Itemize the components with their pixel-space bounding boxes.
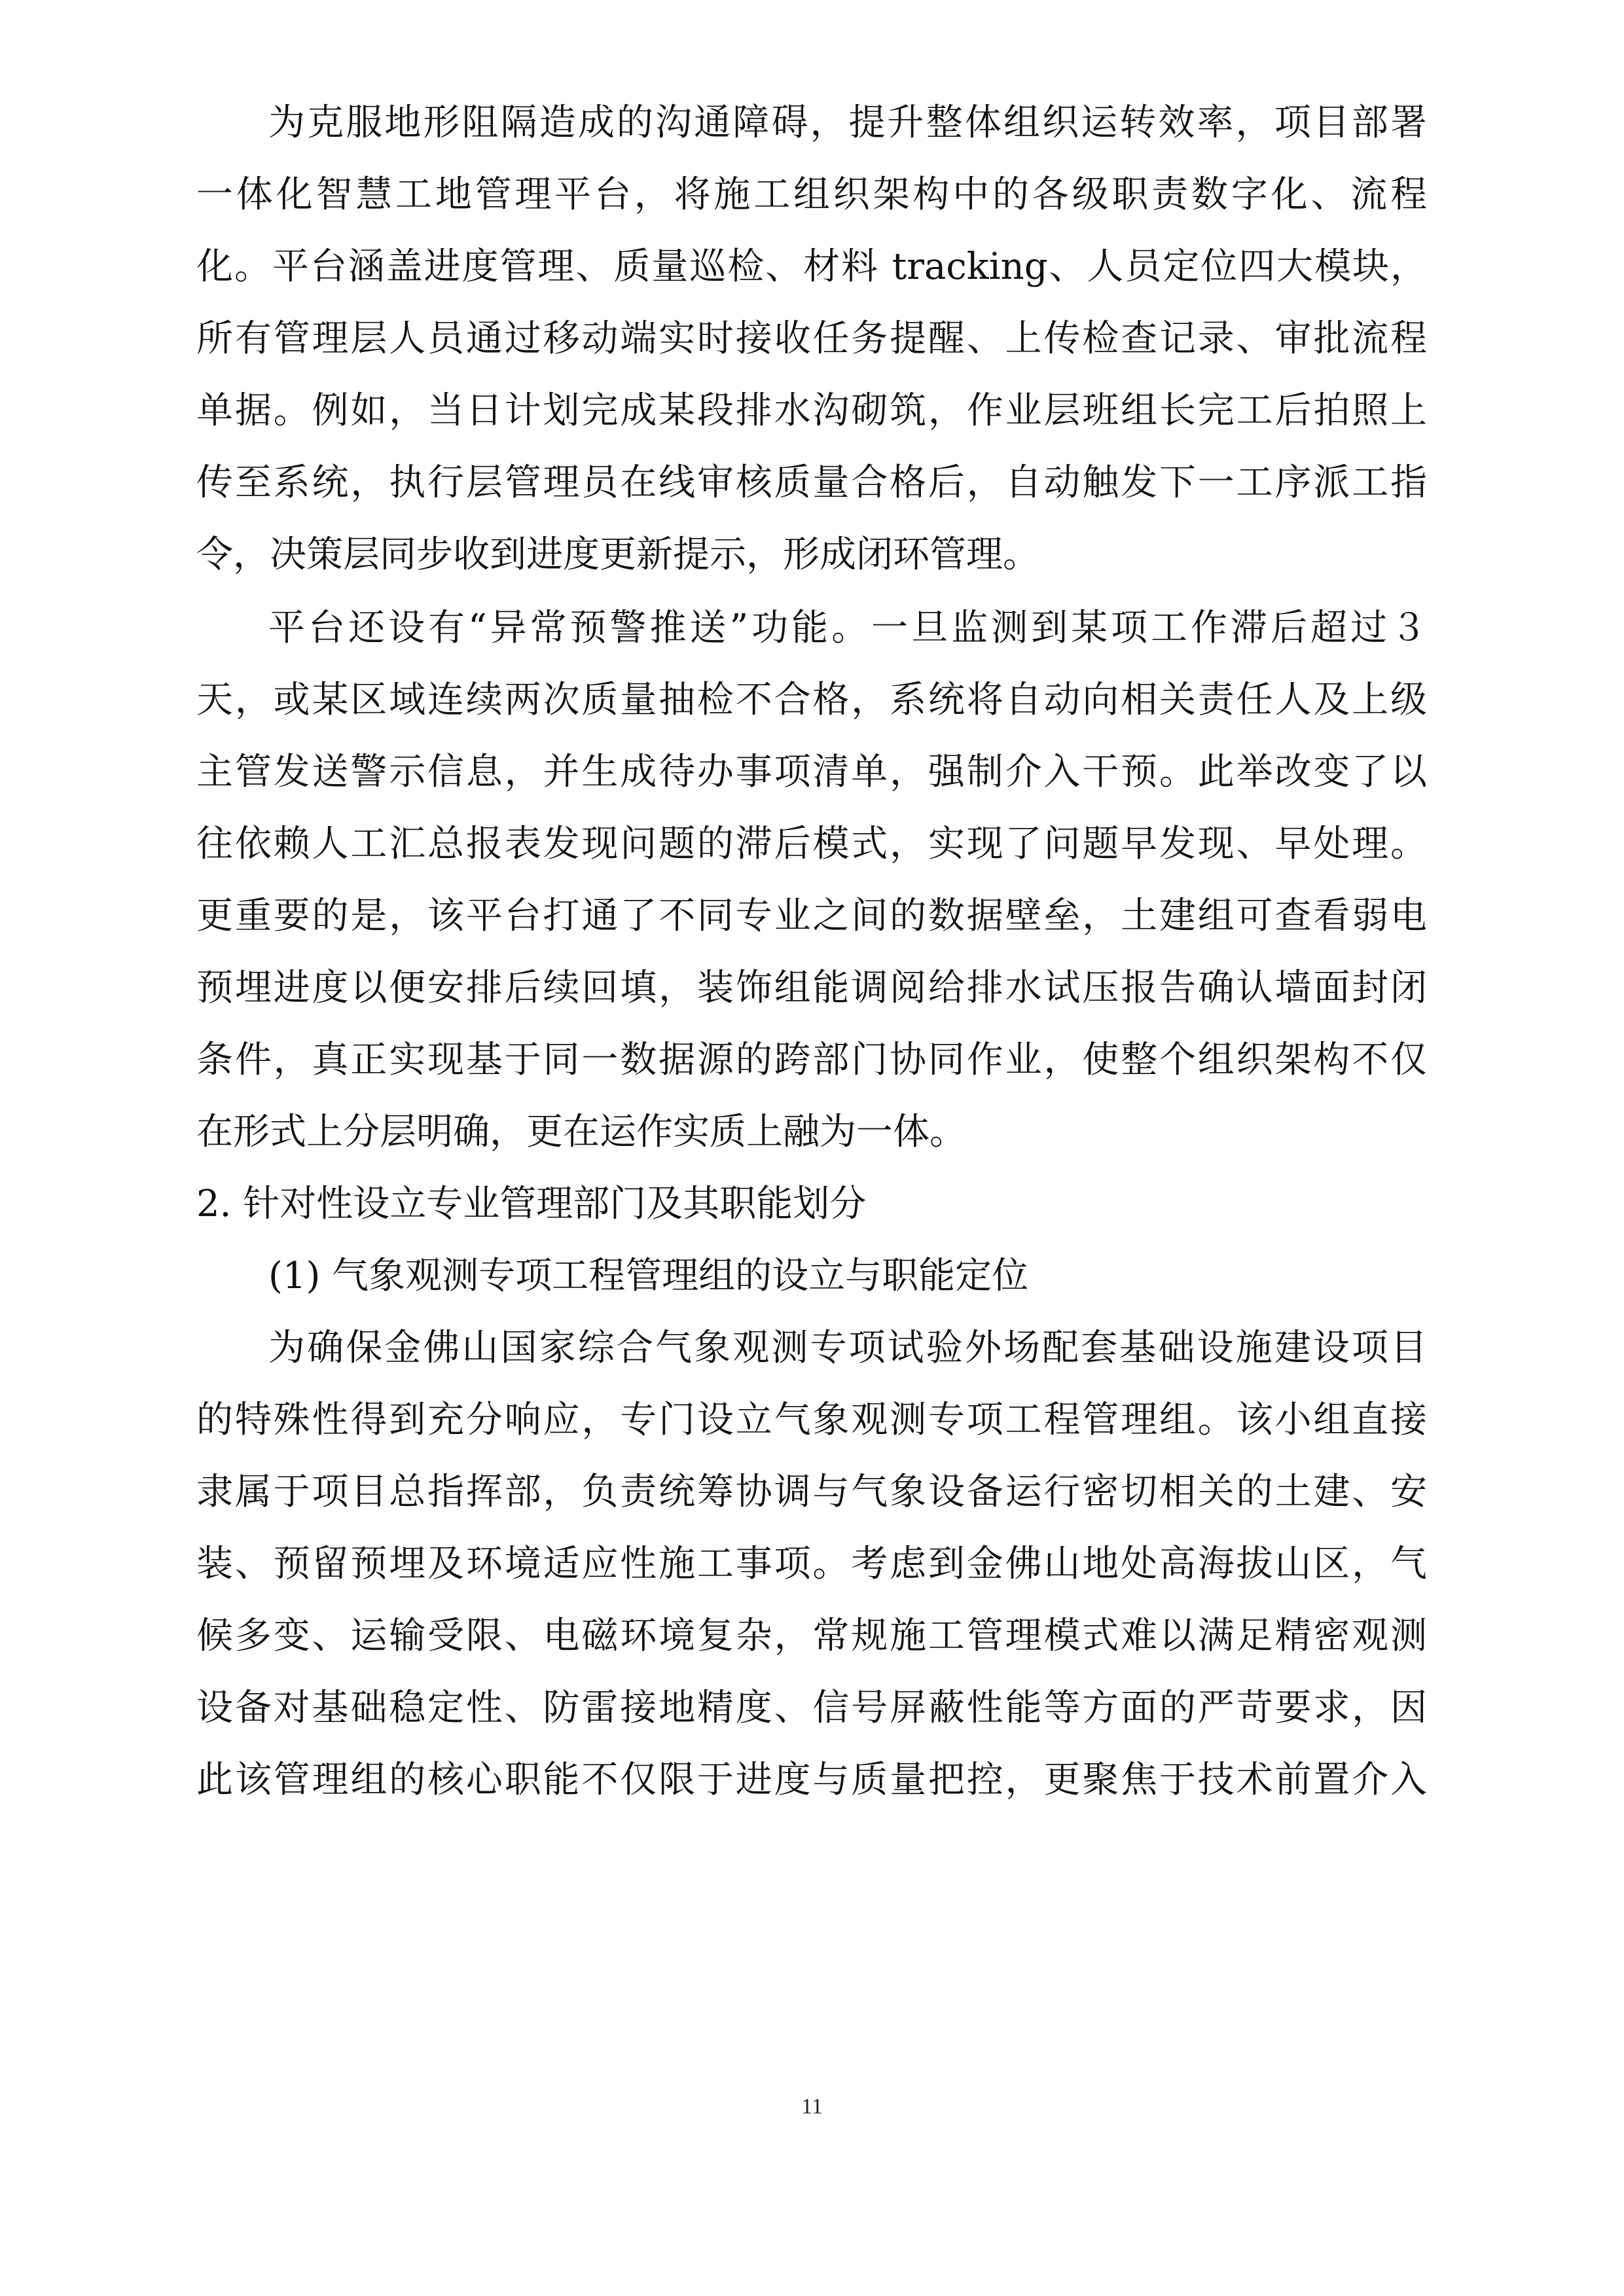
- paragraph-3-line-6: 设备对基础稳定性、防雷接地精度、信号屏蔽性能等方面的严苛要求，因: [196, 1687, 1427, 1729]
- paragraph-2-line-5: 更重要的是，该平台打通了不同专业之间的数据壁垒，土建组可查看弱电: [196, 895, 1427, 937]
- paragraph-3-line-2: 的特殊性得到充分响应，专门设立气象观测专项工程管理组。该小组直接: [196, 1399, 1427, 1441]
- paragraph-1-line-3: 化。平台涵盖进度管理、质量巡检、材料 tracking、人员定位四大模块，: [196, 245, 1427, 288]
- paragraph-2-line-3: 主管发送警示信息，并生成待办事项清单，强制介入干预。此举改变了以: [196, 751, 1427, 793]
- section-heading: 2. 针对性设立专业管理部门及其职能划分: [196, 1183, 867, 1225]
- paragraph-3-line-5: 候多变、运输受限、电磁环境复杂，常规施工管理模式难以满足精密观测: [196, 1615, 1427, 1657]
- paragraph-1-line-4: 所有管理层人员通过移动端实时接收任务提醒、上传检查记录、审批流程: [196, 317, 1427, 360]
- paragraph-1-line-2: 一体化智慧工地管理平台，将施工组织架构中的各级职责数字化、流程: [196, 173, 1427, 216]
- paragraph-1-line-7: 令，决策层同步收到进度更新提示，形成闭环管理。: [196, 533, 1039, 576]
- paragraph-2-line-2: 天，或某区域连续两次质量抽检不合格，系统将自动向相关责任人及上级: [196, 679, 1427, 721]
- paragraph-2-line-8: 在形式上分层明确，更在运作实质上融为一体。: [196, 1111, 966, 1153]
- paragraph-3-line-1: 为确保金佛山国家综合气象观测专项试验外场配套基础设施建设项目: [268, 1327, 1427, 1369]
- paragraph-2-line-6: 预埋进度以便安排后续回填，装饰组能调阅给排水试压报告确认墙面封闭: [196, 967, 1427, 1009]
- paragraph-3-line-3: 隶属于项目总指挥部，负责统筹协调与气象设备运行密切相关的土建、安: [196, 1471, 1427, 1513]
- paragraph-3-line-4: 装、预留预埋及环境适应性施工事项。考虑到金佛山地处高海拔山区，气: [196, 1543, 1427, 1585]
- paragraph-2-line-1: 平台还设有“异常预警推送”功能。一旦监测到某项工作滞后超过３: [268, 607, 1427, 649]
- subsection-heading: (1) 气象观测专项工程管理组的设立与职能定位: [268, 1255, 1029, 1297]
- paragraph-3-line-7: 此该管理组的核心职能不仅限于进度与质量把控，更聚焦于技术前置介入: [196, 1759, 1427, 1801]
- paragraph-2-line-7: 条件，真正实现基于同一数据源的跨部门协同作业，使整个组织架构不仅: [196, 1039, 1427, 1081]
- paragraph-1-line-5: 单据。例如，当日计划完成某段排水沟砌筑，作业层班组长完工后拍照上: [196, 389, 1427, 432]
- paragraph-1-line-1: 为克服地形阻隔造成的沟通障碍，提升整体组织运转效率，项目部署: [268, 101, 1427, 144]
- paragraph-2-line-4: 往依赖人工汇总报表发现问题的滞后模式，实现了问题早发现、早处理。: [196, 823, 1427, 865]
- paragraph-1-line-6: 传至系统，执行层管理员在线审核质量合格后，自动触发下一工序派工指: [196, 461, 1427, 504]
- page-number: 11: [801, 2094, 823, 2119]
